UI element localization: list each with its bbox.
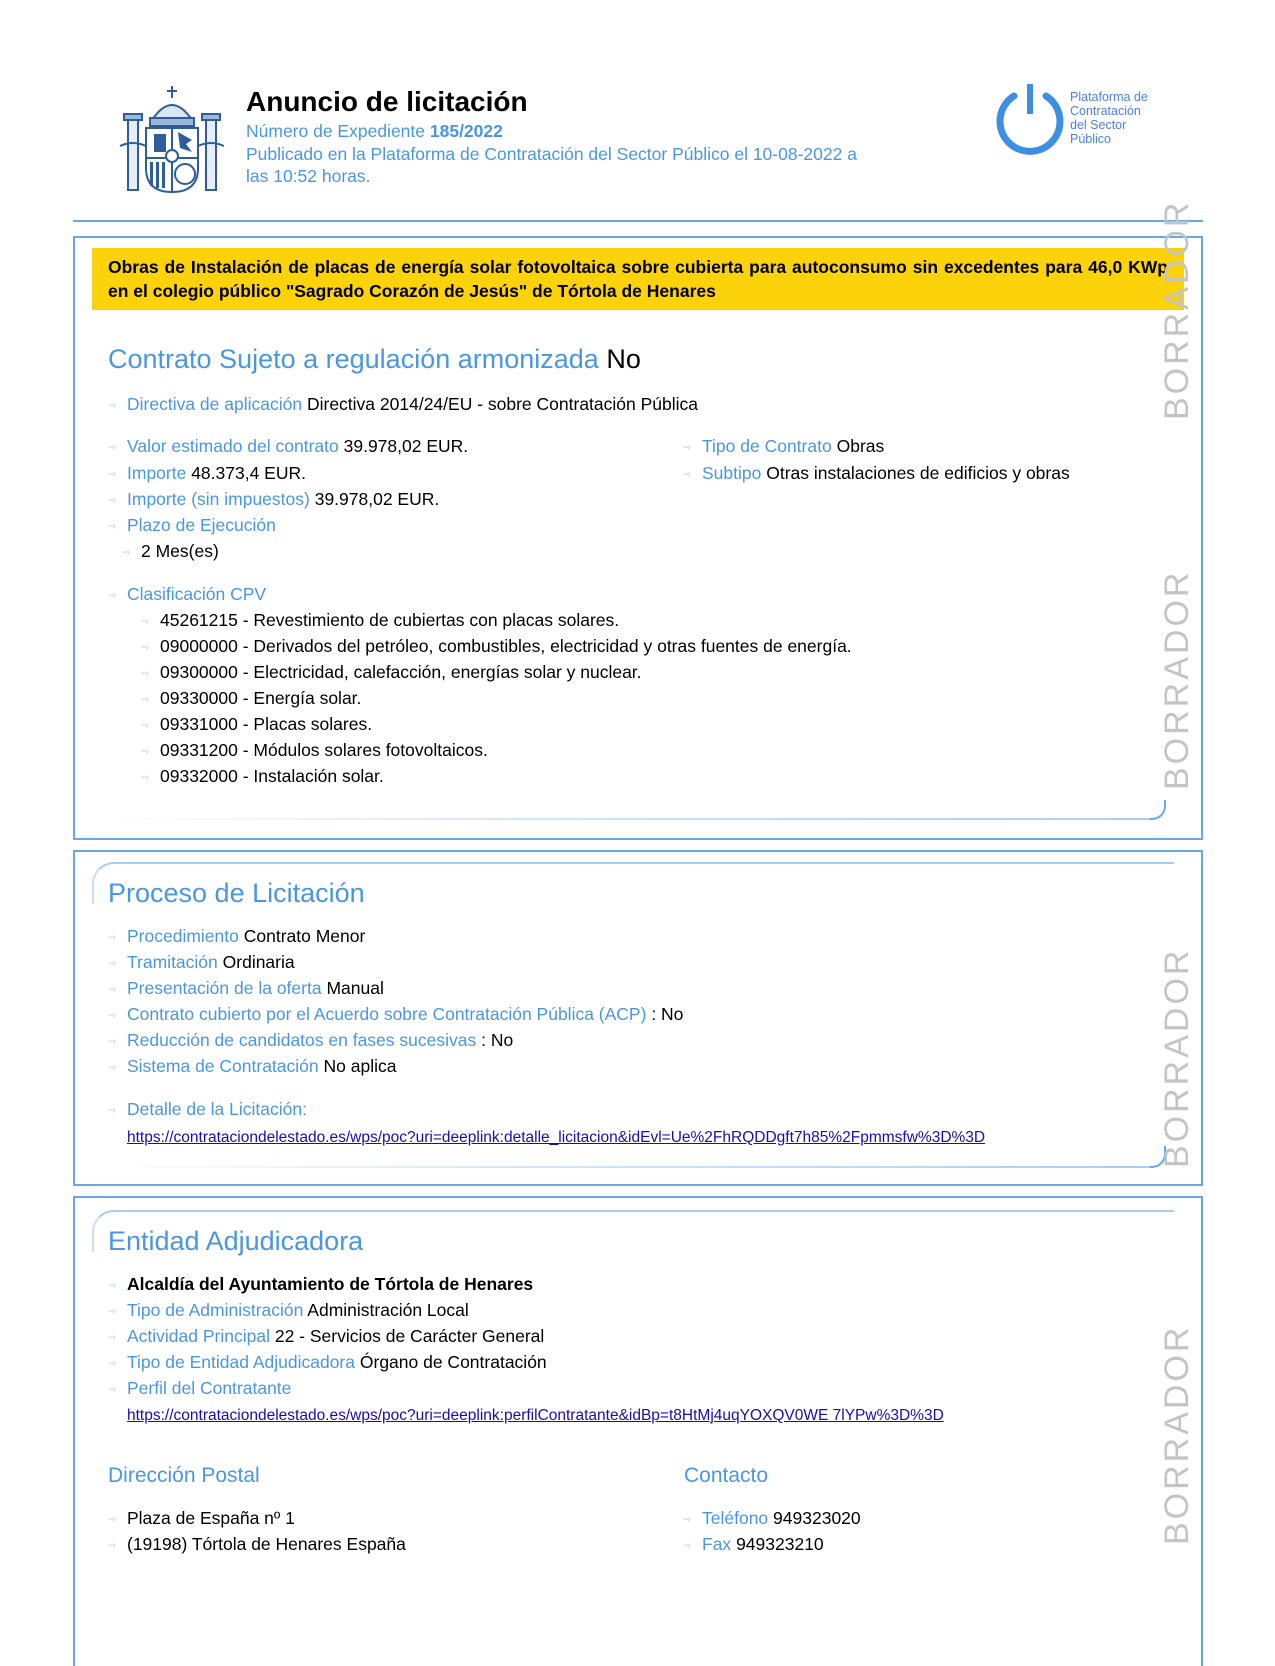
borrador-watermark: BORRADOR <box>1158 199 1196 420</box>
direccion-postal-heading: Dirección Postal <box>108 1464 260 1487</box>
arrow-icon: --› <box>108 1306 115 1317</box>
cpv-item: --› 09300000 - Electricidad, calefacción, energías solar y nuclear. <box>141 661 642 685</box>
arrow-icon: --› <box>108 400 115 411</box>
arrow-icon: --› <box>141 720 148 731</box>
tipo-contrato-field: --› Tipo de Contrato Obras <box>683 435 884 459</box>
section-bottom-rule <box>92 1166 1152 1168</box>
direccion-line: --› (19198) Tórtola de Henares España <box>108 1533 406 1557</box>
platform-logo-line-3: del Sector <box>1070 118 1127 132</box>
arrow-icon: --› <box>108 521 115 532</box>
tipo-administracion-field: --› Tipo de Administración Administración Local <box>108 1299 469 1323</box>
arrow-icon: --› <box>108 1280 115 1291</box>
arrow-icon: --› <box>108 1514 115 1525</box>
platform-logo-line-2: Contratación <box>1070 104 1141 118</box>
tramitacion-field: --› Tramitación Ordinaria <box>108 951 295 975</box>
borrador-watermark: BORRADOR <box>1158 947 1196 1168</box>
arrow-icon: --› <box>141 772 148 783</box>
regulation-value: No <box>606 344 641 374</box>
arrow-icon: --› <box>108 495 115 506</box>
published-line-1: Publicado en la Plataforma de Contratación del Sector Público el 10-08-2022 a <box>246 144 857 164</box>
directiva-field: --› Directiva de aplicación Directiva 2014/24/EU - sobre Contratación Pública <box>108 393 698 417</box>
arrow-icon: --› <box>108 1010 115 1021</box>
borrador-watermark: BORRADOR <box>1158 1324 1196 1545</box>
perfil-contratante-link[interactable]: https://contrataciondelestado.es/wps/poc?uri=deeplink:perfilContratante&idBp=t8HtMj4uqYOXQV0WE 7lYPw%3D%3D <box>127 1407 944 1424</box>
borrador-watermark: BORRADOR <box>1158 569 1196 790</box>
cpv-item: --› 09331000 - Placas solares. <box>141 713 372 737</box>
platform-logo <box>990 80 1170 160</box>
arrow-icon: --› <box>108 590 115 601</box>
expediente-line <box>246 121 503 142</box>
entidad-heading: Entidad Adjudicadora <box>108 1226 364 1256</box>
cpv-item: --› 09000000 - Derivados del petróleo, combustibles, electricidad y otras fuentes de energía. <box>141 635 852 659</box>
arrow-icon: --› <box>141 642 148 653</box>
importe-sin-impuestos-field: --› Importe (sin impuestos) 39.978,02 EUR. <box>108 488 439 512</box>
sistema-contratacion-field: --› Sistema de Contratación No aplica <box>108 1055 396 1079</box>
arrow-icon: --› <box>108 1358 115 1369</box>
section-bottom-rule <box>92 818 1152 820</box>
tipo-entidad-field: --› Tipo de Entidad Adjudicadora Órgano de Contratación <box>108 1351 547 1375</box>
arrow-icon: --› <box>122 547 129 558</box>
subtipo-field: --› Subtipo Otras instalaciones de edificios y obras <box>683 462 1070 486</box>
entidad-section <box>73 1196 1203 1666</box>
arrow-icon: --› <box>141 746 148 757</box>
published-line-2: las 10:52 horas. <box>246 166 371 186</box>
regulation-heading: Contrato Sujeto a regulación armonizada No <box>108 344 641 374</box>
arrow-icon: --› <box>108 958 115 969</box>
perfil-contratante-label: --› Perfil del Contratante <box>108 1377 291 1401</box>
contract-title-banner <box>92 248 1184 310</box>
platform-logo-line-1: Plataforma de <box>1070 90 1148 104</box>
plazo-ejecucion-value: --› 2 Mes(es) <box>122 540 219 564</box>
arrow-icon: --› <box>108 1036 115 1047</box>
importe-field: --› Importe 48.373,4 EUR. <box>108 462 306 486</box>
power-icon <box>990 80 1070 160</box>
plazo-ejecucion-field: --› Plazo de Ejecución <box>108 514 276 538</box>
contract-title-text: Obras de Instalación de placas de energía solar fotovoltaica sobre cubierta para autoconsumo sin excedentes para 46,0 KWp en el colegio público "Sagrado Corazón de Jesús" de Tórtola de Henares <box>108 257 1168 301</box>
arrow-icon: --› <box>108 1062 115 1073</box>
arrow-icon: --› <box>108 1384 115 1395</box>
detalle-licitacion-link[interactable]: https://contrataciondelestado.es/wps/poc?uri=deeplink:detalle_licitacion&idEvl=Ue%2FhRQDDgft7h85%2Fpmmsfw%3D%3D <box>127 1129 986 1146</box>
expediente-number: 185/2022 <box>429 121 503 141</box>
detalle-licitacion-label: --› Detalle de la Licitación: <box>108 1098 307 1122</box>
acp-field: --› Contrato cubierto por el Acuerdo sobre Contratación Pública (ACP) : No <box>108 1003 683 1027</box>
expediente-label: Número de Expediente <box>246 121 425 141</box>
arrow-icon: --› <box>108 442 115 453</box>
arrow-icon: --› <box>141 616 148 627</box>
telefono-field: --› Teléfono 949323020 <box>683 1507 861 1531</box>
entidad-name: --› Alcaldía del Ayuntamiento de Tórtola de Henares <box>108 1273 533 1297</box>
spain-coat-of-arms-logo <box>118 80 226 196</box>
arrow-icon: --› <box>683 1540 690 1551</box>
detalle-licitacion-link-row <box>127 1125 985 1149</box>
perfil-contratante-link-row <box>127 1403 944 1427</box>
contacto-heading: Contacto <box>684 1464 769 1487</box>
platform-logo-line-4: Público <box>1070 132 1111 146</box>
header-divider <box>73 220 1203 222</box>
direccion-line: --› Plaza de España nº 1 <box>108 1507 295 1531</box>
arrow-icon: --› <box>141 694 148 705</box>
fax-field: --› Fax 949323210 <box>683 1533 824 1557</box>
valor-estimado-field: --› Valor estimado del contrato 39.978,02 EUR. <box>108 435 468 459</box>
reduccion-candidatos-field: --› Reducción de candidatos en fases sucesivas : No <box>108 1029 513 1053</box>
arrow-icon: --› <box>108 469 115 480</box>
arrow-icon: --› <box>108 932 115 943</box>
cpv-item: --› 09330000 - Energía solar. <box>141 687 361 711</box>
procedimiento-field: --› Procedimiento Contrato Menor <box>108 925 365 949</box>
arrow-icon: --› <box>683 1514 690 1525</box>
arrow-icon: --› <box>108 984 115 995</box>
arrow-icon: --› <box>683 442 690 453</box>
cpv-item: --› 45261215 - Revestimiento de cubiertas con placas solares. <box>141 609 619 633</box>
cpv-item: --› 09332000 - Instalación solar. <box>141 765 384 789</box>
arrow-icon: --› <box>141 668 148 679</box>
page-title: Anuncio de licitación <box>246 86 528 117</box>
arrow-icon: --› <box>108 1105 115 1116</box>
proceso-heading: Proceso de Licitación <box>108 878 365 908</box>
presentacion-oferta-field: --› Presentación de la oferta Manual <box>108 977 384 1001</box>
arrow-icon: --› <box>108 1540 115 1551</box>
actividad-principal-field: --› Actividad Principal 22 - Servicios de Carácter General <box>108 1325 544 1349</box>
arrow-icon: --› <box>683 469 690 480</box>
arrow-icon: --› <box>108 1332 115 1343</box>
cpv-item: --› 09331200 - Módulos solares fotovoltaicos. <box>141 739 488 763</box>
cpv-label: --› Clasificación CPV <box>108 583 266 607</box>
